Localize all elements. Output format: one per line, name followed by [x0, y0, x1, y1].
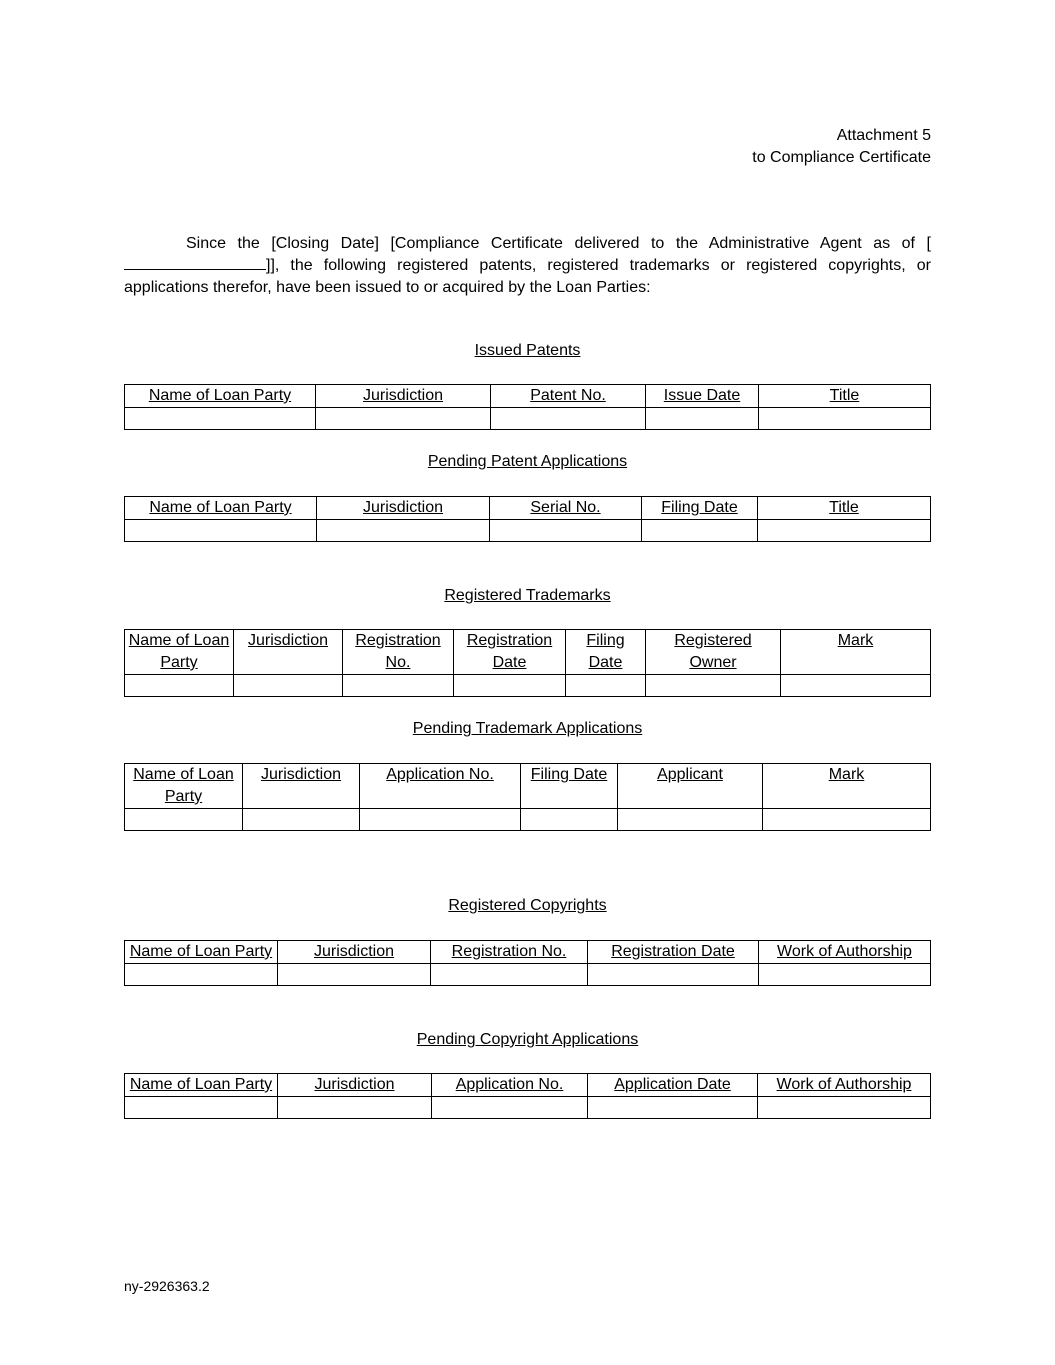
table-cell[interactable] [758, 1097, 931, 1119]
table-cell[interactable] [278, 1097, 432, 1119]
section-title: Registered Trademarks [444, 587, 611, 604]
column-header-label: Filing Date [661, 499, 738, 516]
column-header-label: Name of Loan Party [149, 499, 292, 516]
column-header-label: Applicant [657, 766, 723, 783]
column-header-label: Jurisdiction [260, 766, 342, 783]
intro-paragraph [124, 233, 931, 299]
intro-text-1: Since the [Closing Date] [Compliance Certificate delivered to the Administrative Agent as of [186, 235, 927, 252]
column-header-label: Filing Date [586, 632, 625, 671]
column-header [566, 630, 646, 675]
table-row [125, 520, 931, 542]
column-header [618, 764, 763, 809]
column-header [758, 1074, 931, 1097]
column-header [758, 497, 931, 520]
table-cell[interactable] [759, 964, 931, 986]
column-header [278, 1074, 432, 1097]
schedule-table [124, 1073, 931, 1119]
table-cell[interactable] [125, 675, 234, 697]
table-cell[interactable] [125, 964, 278, 986]
table-cell[interactable] [125, 520, 317, 542]
column-header-label: Registration Date [466, 632, 553, 671]
schedule-table [124, 763, 931, 831]
column-header [243, 764, 360, 809]
column-header-label: Name of Loan Party [128, 632, 230, 671]
column-header [642, 497, 758, 520]
table-row [125, 408, 931, 430]
table-cell[interactable] [588, 964, 759, 986]
schedule-table [124, 384, 931, 430]
column-header [763, 764, 931, 809]
table-cell[interactable] [454, 675, 566, 697]
column-header [343, 630, 454, 675]
table-row [125, 1097, 931, 1119]
column-header [125, 385, 316, 408]
table-cell[interactable] [243, 809, 360, 831]
table-cell[interactable] [646, 408, 759, 430]
column-header [432, 1074, 588, 1097]
table-cell[interactable] [317, 520, 490, 542]
table-cell[interactable] [642, 520, 758, 542]
section-title: Pending Trademark Applications [412, 720, 643, 737]
column-header-label: Issue Date [663, 387, 741, 404]
column-header-label: Application No. [455, 1076, 564, 1093]
column-header [278, 941, 431, 964]
column-header-label: Name of Loan Party [133, 766, 234, 805]
table-cell[interactable] [588, 1097, 758, 1119]
column-header [646, 385, 759, 408]
column-header [125, 764, 243, 809]
column-header [234, 630, 343, 675]
column-header [317, 497, 490, 520]
table-cell[interactable] [278, 964, 431, 986]
table-header-row [125, 764, 931, 809]
table-header-row [125, 1074, 931, 1097]
column-header-label: Application No. [386, 766, 494, 783]
table-cell[interactable] [316, 408, 491, 430]
column-header-label: Name of Loan Party [148, 387, 292, 404]
table-cell[interactable] [125, 408, 316, 430]
column-header-label: Name of Loan Party [129, 943, 273, 960]
column-header-label: Filing Date [530, 766, 608, 783]
column-header-label: Mark [828, 766, 865, 783]
date-blank [124, 255, 266, 270]
column-header [521, 764, 618, 809]
column-header-label: Title [829, 387, 860, 404]
attachment-number: Attachment 5 [836, 127, 931, 144]
column-header-label: Application Date [614, 1076, 731, 1093]
table-cell[interactable] [646, 675, 781, 697]
column-header [588, 941, 759, 964]
attachment-subtitle: to Compliance Certificate [752, 149, 931, 166]
column-header-label: Registration No. [451, 943, 567, 960]
schedule-table [124, 940, 931, 986]
column-header-label: Title [829, 499, 859, 516]
section-title: Registered Copyrights [448, 897, 607, 914]
table-cell[interactable] [763, 809, 931, 831]
column-header-label: Mark [837, 632, 874, 649]
column-header-label: Work of Authorship [777, 943, 912, 960]
column-header-label: Name of Loan Party [129, 1076, 273, 1093]
table-cell[interactable] [234, 675, 343, 697]
table-cell[interactable] [360, 809, 521, 831]
column-header-label: Jurisdiction [314, 1076, 395, 1093]
column-header [125, 497, 317, 520]
table-cell[interactable] [491, 408, 646, 430]
attachment-header [752, 125, 931, 169]
table-cell[interactable] [781, 675, 931, 697]
column-header-label: Jurisdiction [247, 632, 329, 649]
table-header-row [125, 497, 931, 520]
column-header [588, 1074, 758, 1097]
table-header-row [125, 630, 931, 675]
column-header [125, 630, 234, 675]
column-header [431, 941, 588, 964]
table-cell[interactable] [618, 809, 763, 831]
column-header-label: Work of Authorship [776, 1076, 912, 1093]
blank-open: [ [926, 235, 931, 252]
table-cell[interactable] [490, 520, 642, 542]
column-header-label: Jurisdiction [362, 499, 444, 516]
table-header-row [125, 385, 931, 408]
column-header [759, 941, 931, 964]
column-header-label: Jurisdiction [362, 387, 444, 404]
table-row [125, 964, 931, 986]
section-title: Issued Patents [474, 342, 581, 359]
column-header [125, 1074, 278, 1097]
column-header [781, 630, 931, 675]
table-cell[interactable] [125, 809, 243, 831]
table-cell[interactable] [343, 675, 454, 697]
column-header-label: Registration Date [611, 943, 735, 960]
column-header-label: Jurisdiction [313, 943, 395, 960]
table-cell[interactable] [758, 520, 931, 542]
column-header [125, 941, 278, 964]
section-title: Pending Copyright Applications [416, 1031, 639, 1048]
table-cell[interactable] [521, 809, 618, 831]
column-header-label: Patent No. [530, 387, 606, 404]
schedule-table [124, 496, 931, 542]
table-row [125, 809, 931, 831]
table-row [125, 675, 931, 697]
table-cell[interactable] [759, 408, 931, 430]
column-header [454, 630, 566, 675]
column-header-label: Serial No. [530, 499, 601, 516]
table-cell[interactable] [125, 1097, 278, 1119]
column-header-label: Registration No. [355, 632, 441, 671]
table-cell[interactable] [566, 675, 646, 697]
section-title: Pending Patent Applications [427, 453, 628, 470]
column-header [360, 764, 521, 809]
column-header [316, 385, 491, 408]
column-header [646, 630, 781, 675]
column-header [491, 385, 646, 408]
schedule-table [124, 629, 931, 697]
document-id: ny-2926363.2 [124, 1278, 210, 1294]
table-cell[interactable] [431, 964, 588, 986]
table-cell[interactable] [432, 1097, 588, 1119]
column-header [759, 385, 931, 408]
column-header-label: Registered Owner [674, 632, 752, 671]
intro-text-2: ]], the following registered patents, registered trademarks or registered copyrights, or applications therefor, have been issued to or acquired by the Loan Parties: [124, 257, 931, 296]
column-header [490, 497, 642, 520]
table-header-row [125, 941, 931, 964]
